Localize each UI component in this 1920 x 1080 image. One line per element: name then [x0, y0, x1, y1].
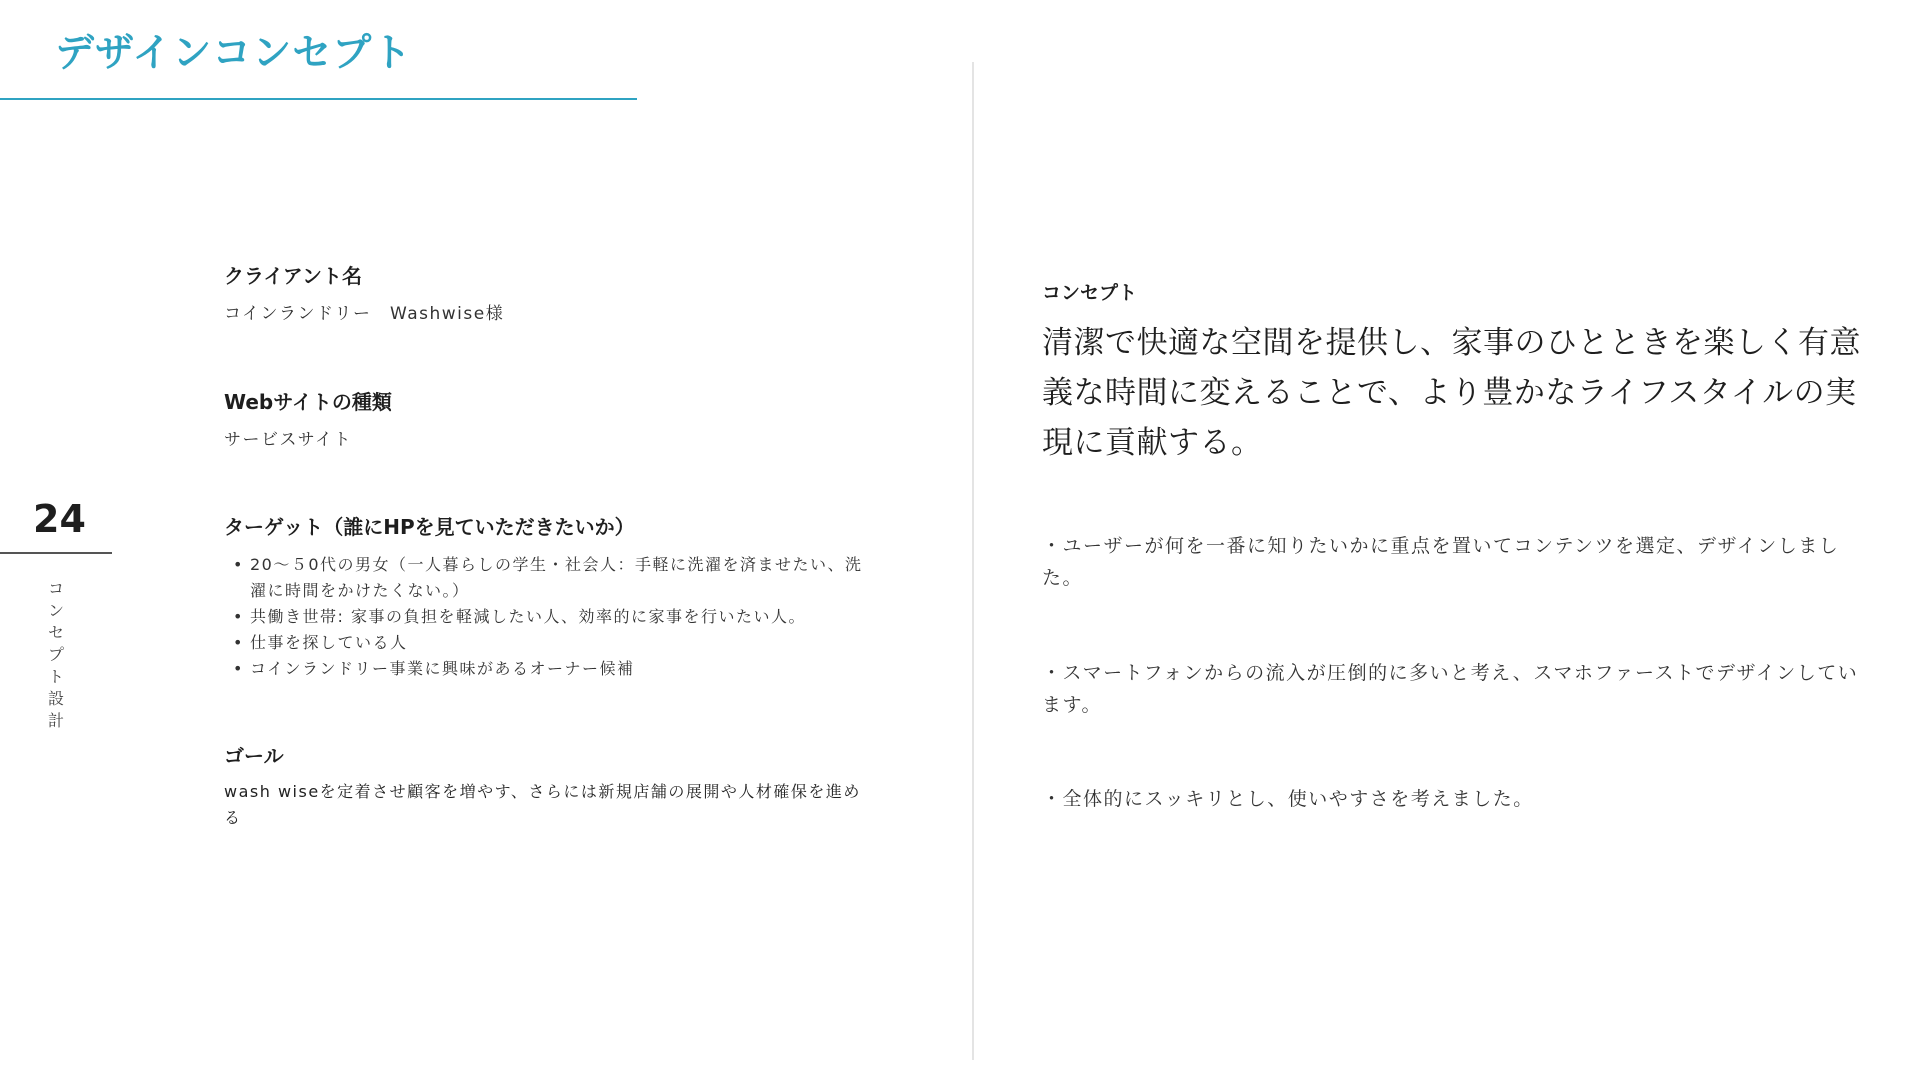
goal-heading: ゴール [224, 744, 284, 768]
site-type-heading: Webサイトの種類 [224, 390, 392, 414]
list-item: • 仕事を探している人 [224, 630, 874, 656]
target-heading: ターゲット（誰にHPを見ていただきたいか） [224, 515, 635, 539]
page-number: 24 [33, 497, 86, 541]
list-item: • コインランドリー事業に興味があるオーナー候補 [224, 656, 874, 682]
list-item: • 共働き世帯: 家事の負担を軽減したい人、効率的に家事を行いたい人。 [224, 604, 874, 630]
goal-block [224, 740, 874, 831]
concept-point: ・全体的にスッキリとし、使いやすさを考えました。 [1042, 788, 1534, 810]
concept-point: ・スマートフォンからの流入が圧倒的に多いと考え、スマホファーストでデザインしています。 [1042, 662, 1859, 716]
section-label: コンセプト設計 [47, 579, 64, 730]
client-heading: クライアント名 [224, 264, 362, 288]
page-title: デザインコンセプト [55, 31, 413, 76]
list-item: • 20～５0代の男女（一人暮らしの学生・社会人：手軽に洗濯を済ませたい、洗濯に時間をかけたくない。） [224, 552, 874, 604]
concept-label: コンセプト [1042, 282, 1138, 304]
concept-lead: 清潔で快適な空間を提供し、家事のひとときを楽しく有意義な時間に変えることで、より豊かなライフスタイルの実現に貢献する。 [1042, 325, 1861, 461]
column-divider [972, 62, 974, 1060]
site-type-value: サービスサイト [224, 430, 352, 450]
target-block [224, 511, 874, 682]
concept-point: ・ユーザーが何を一番に知りたいかに重点を置いてコンテンツを選定、デザインしました。 [1042, 535, 1840, 589]
client-value: コインランドリー Washwise様 [224, 304, 505, 324]
client-block [224, 260, 874, 327]
target-list [224, 552, 874, 682]
site-type-block [224, 386, 874, 453]
title-underline [0, 98, 637, 100]
page-number-rule [0, 552, 112, 554]
goal-value: wash wiseを定着させ顧客を増やす、さらには新規店舗の展開や人材確保を進める [224, 782, 861, 827]
